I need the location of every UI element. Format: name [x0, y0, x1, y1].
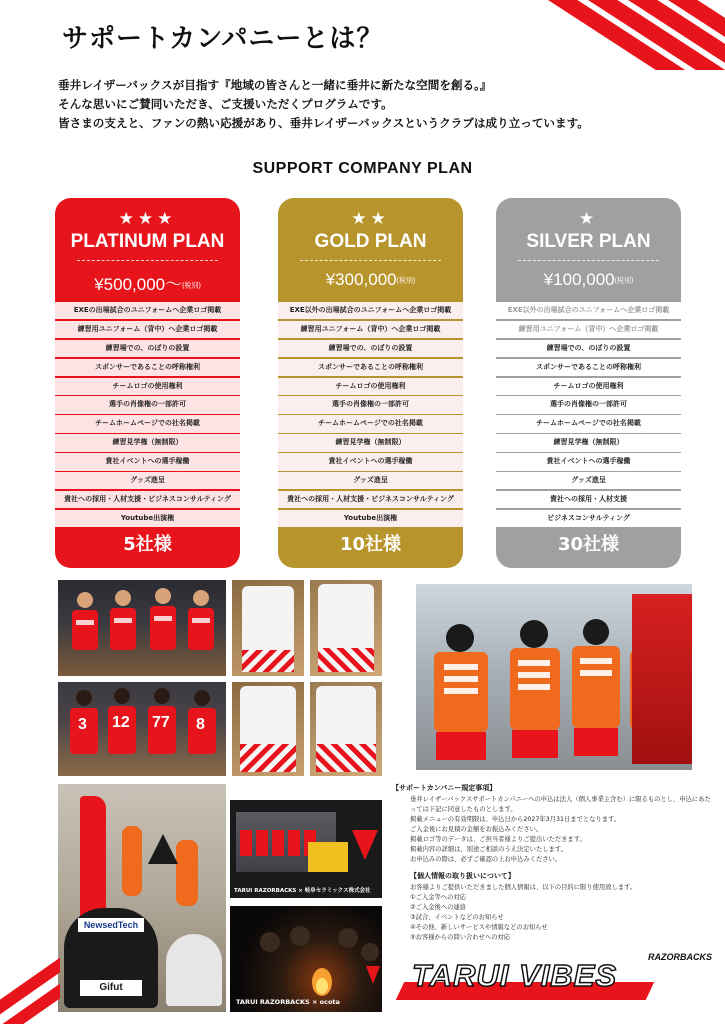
plan-count: 30社様: [557, 534, 620, 555]
feature-item: 選手の肖像権の一部許可: [496, 396, 681, 414]
feature-item: チームロゴの使用権利: [496, 378, 681, 396]
feature-item: EXE以外の出場試合のユニフォームへ企業ロゴ掲載: [278, 302, 463, 320]
razorbacks-logo: RAZORBACKS: [648, 952, 712, 962]
feature-item: グッズ進呈: [278, 472, 463, 490]
star-icons: ★: [578, 209, 599, 229]
event-photo: [230, 800, 382, 898]
jersey-number: 3: [78, 716, 87, 733]
feature-item: 貴社への採用・人材支援・ビジネスコンサルティング: [278, 491, 463, 509]
feature-item: チームホームページでの社名掲載: [278, 415, 463, 433]
price-value: ¥300,000: [325, 270, 397, 289]
star-icons: ★★: [351, 209, 390, 229]
plan-count: 5社様: [123, 534, 172, 555]
feature-list: [55, 302, 240, 529]
feature-item: 練習見学権（無制限）: [55, 434, 240, 452]
feature-item: グッズ進呈: [496, 472, 681, 490]
feature-item: 練習見学権（無制限）: [496, 434, 681, 452]
tax-label: (税別): [182, 282, 201, 290]
tax-label: (税別): [396, 277, 416, 285]
privacy-heading: 【個人情報の取り扱いについて】: [410, 872, 515, 880]
feature-item: 貴社イベントへの選手稼働: [496, 453, 681, 471]
brand-vibes-text: TARUI VIBES: [412, 958, 618, 993]
feature-item: チームホームページでの社名掲載: [496, 415, 681, 433]
plan-section-heading: SUPPORT COMPANY PLAN: [252, 160, 473, 177]
plan-name: SILVER PLAN: [526, 231, 651, 252]
plan-card-platinum: [55, 198, 240, 568]
feature-item: ビジネスコンサルティング: [496, 510, 681, 528]
divider: [77, 260, 218, 261]
event-caption: TARUI RAZORBACKS × 岐阜セラミックス株式会社: [234, 888, 371, 894]
feature-item: チームロゴの使用権利: [278, 378, 463, 396]
feature-item: スポンサーであることの呼称権利: [278, 359, 463, 377]
price-value: ¥100,000: [543, 270, 615, 289]
notes-line: 掲載ロゴ等のデータは、ご担当者様よりご提出いただきます。: [410, 836, 586, 843]
feature-item: スポンサーであることの呼称権利: [496, 359, 681, 377]
intro-line: そんな思いにご賛同いただき、ご支援いただくプログラムです。: [58, 97, 393, 111]
jersey-number: 8: [196, 716, 205, 733]
notes-line: 掲載内容の詳細は、別途ご相談のうえ決定いたします。: [410, 846, 567, 853]
plan-card-silver: [496, 198, 681, 568]
jersey-closeup-photo: [310, 580, 382, 676]
divider: [518, 260, 659, 261]
feature-item: 練習用ユニフォーム（背中）へ企業ロゴ掲載: [278, 321, 463, 339]
feature-item: 練習場での、のぼりの設置: [55, 340, 240, 358]
plan-name: GOLD PLAN: [314, 231, 427, 252]
privacy-line: ⑤お客様からの問い合わせへの対応: [410, 934, 511, 941]
privacy-line: お客様よりご提供いただきました個人情報は、以下の目的に限り使用致します。: [410, 884, 637, 891]
feature-item: 練習用ユニフォーム（背中）へ企業ロゴ掲載: [496, 321, 681, 339]
intro-line: 皆さまの支えと、ファンの熱い応援があり、垂井レイザーバックスというクラブは成り立っています。: [58, 116, 589, 130]
feature-item: 貴社への採用・人材支援: [496, 491, 681, 509]
privacy-line: ④その他、新しいサービスや情報などのお知らせ: [410, 924, 548, 931]
plan-count: 10社様: [339, 534, 402, 555]
plan-price: [55, 270, 240, 295]
event-caption: TARUI RAZORBACKS × ocota: [236, 998, 340, 1006]
privacy-line: ①ご入金等への対応: [410, 894, 467, 901]
feature-item: Youtube出演権: [55, 510, 240, 528]
feature-item: 練習用ユニフォーム（背中）へ企業ロゴ掲載: [55, 321, 240, 339]
feature-item: 貴社イベントへの選手稼働: [55, 453, 240, 471]
jersey-number: 77: [152, 714, 170, 731]
feature-item: 選手の肖像権の一部許可: [278, 396, 463, 414]
feature-item: 貴社への採用・人材支援・ビジネスコンサルティング: [55, 491, 240, 509]
notes-heading: 【サポートカンパニー規定事項】: [392, 784, 497, 792]
feature-item: 練習見学権（無制限）: [278, 434, 463, 452]
booth-photo: [58, 784, 226, 1012]
divider: [300, 260, 441, 261]
notes-line: お申込みの際は、必ずご確認の上お申込みください。: [410, 856, 562, 863]
privacy-line: ③試合、イベントなどのお知らせ: [410, 914, 504, 921]
plan-name: PLATINUM PLAN: [70, 231, 225, 252]
booth-sign: NewsedTech: [78, 918, 144, 932]
intro-line: 垂井レイザーバックスが目指す『地域の皆さんと一緒に垂井に新たな空間を創る。』: [58, 78, 492, 92]
plan-price: [278, 270, 463, 290]
plan-card-gold: [278, 198, 463, 568]
feature-item: チームホームページでの社名掲載: [55, 415, 240, 433]
feature-item: 練習場での、のぼりの設置: [278, 340, 463, 358]
jersey-number: 12: [112, 714, 130, 731]
feature-list: [278, 302, 463, 529]
feature-item: 練習場での、のぼりの設置: [496, 340, 681, 358]
players-walking-photo: [416, 584, 692, 770]
feature-list: [496, 302, 681, 529]
feature-item: スポンサーであることの呼称権利: [55, 359, 240, 377]
decorative-stripes: [425, 0, 725, 70]
plan-price: [496, 270, 681, 290]
notes-line: ご入金後にお見積の金額をお振込みください。: [410, 826, 543, 833]
players-illustration: [58, 580, 226, 676]
jersey-closeup-photo: [232, 682, 304, 776]
feature-item: EXE以外の出場試合のユニフォームへ企業ロゴ掲載: [496, 302, 681, 320]
event-players-illustration: [230, 800, 382, 898]
intro-text: [58, 76, 718, 133]
star-icons: ★★★: [118, 209, 177, 229]
team-back-photo: [58, 682, 226, 776]
jersey-closeup-photo: [310, 682, 382, 776]
feature-item: 貴社イベントへの選手稼働: [278, 453, 463, 471]
campfire-illustration: [230, 906, 382, 1012]
page-title: サポートカンパニーとは？: [62, 24, 384, 54]
price-value: ¥500,000〜: [94, 275, 183, 294]
notes-line: 垂井レイザーバックスサポートカンパニーへの申込は法人（個人事業主含む）に限るものとし、申込にあたっては下記に同意したものとします。: [410, 796, 711, 813]
feature-item: チームロゴの使用権利: [55, 378, 240, 396]
jersey-closeup-photo: [232, 580, 304, 676]
tax-label: (税別): [614, 277, 634, 285]
feature-item: Youtube出演権: [278, 510, 463, 528]
feature-item: 選手の肖像権の一部許可: [55, 396, 240, 414]
feature-item: EXEの出場試合のユニフォームへ企業ロゴ掲載: [55, 302, 240, 320]
feature-item: グッズ進呈: [55, 472, 240, 490]
campfire-photo: [230, 906, 382, 1012]
tarui-vibes-banner: [400, 950, 718, 1008]
privacy-line: ②ご入金後への連絡: [410, 904, 467, 911]
booth-sign: Gifut: [80, 980, 142, 996]
team-front-photo: [58, 580, 226, 676]
decorative-stripes-bottom: [0, 950, 60, 1024]
notes-line: 掲載メニューの有効期限は、申込日から2027年3月31日までとなります。: [410, 816, 621, 823]
terms-notes: [392, 783, 712, 943]
